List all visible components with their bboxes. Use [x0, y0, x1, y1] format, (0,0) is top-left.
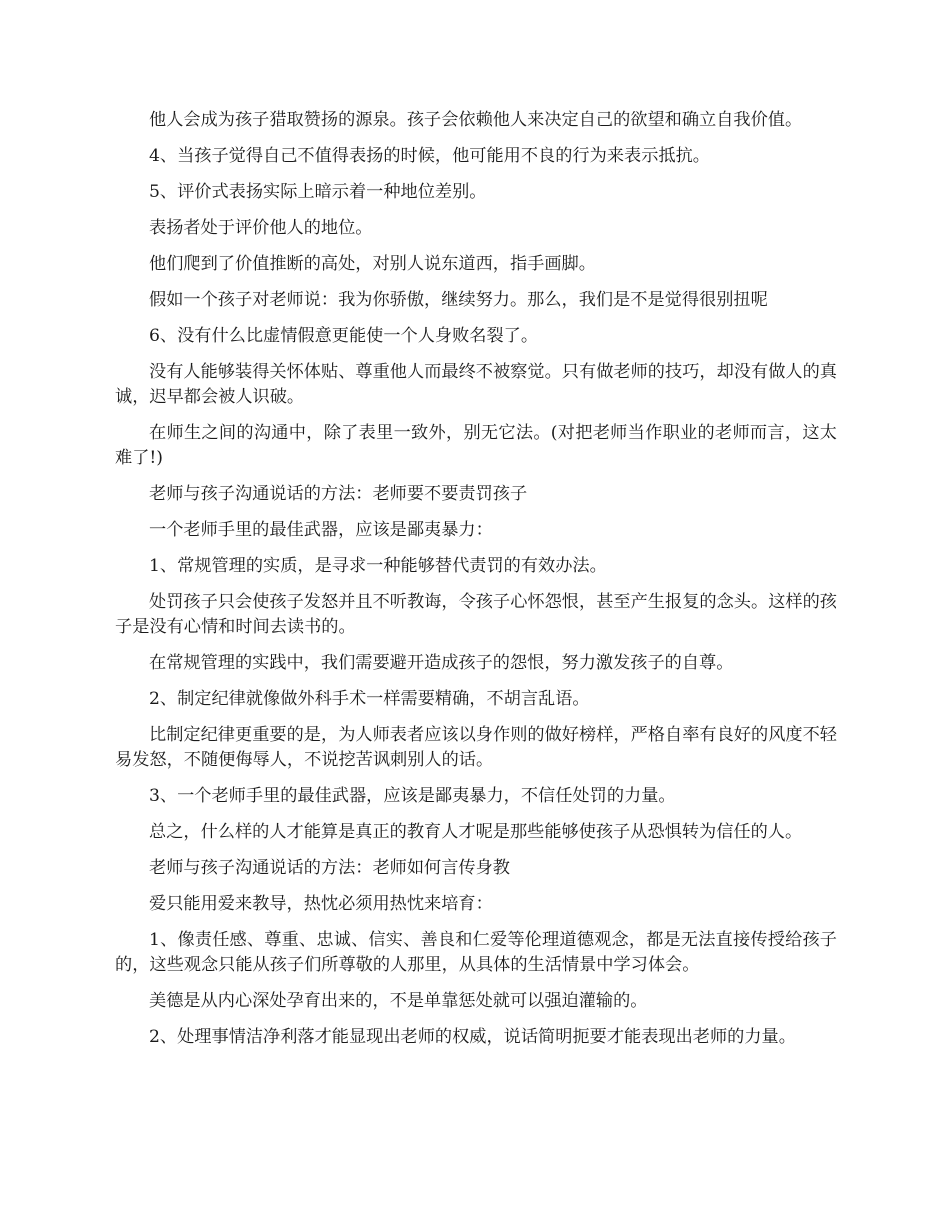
- paragraph: 在常规管理的实践中，我们需要避开造成孩子的怨恨，努力激发孩子的自尊。: [149, 653, 734, 673]
- paragraph: 比制定纪律更重要的是，为人师表者应该以身作则的做好榜样，严格自率有良好的风度不轻易发怒，不随便侮辱人，不说挖苦讽刺别人的话。: [115, 725, 837, 770]
- section-heading: 老师与孩子沟通说话的方法：老师要不要责罚孩子: [149, 484, 528, 504]
- document-body: [115, 108, 837, 1061]
- paragraph: 一个老师手里的最佳武器，应该是鄙夷暴力：: [149, 520, 493, 540]
- paragraph: 1、像责任感、尊重、忠诚、信实、善良和仁爱等伦理道德观念，都是无法直接传授给孩子的，这些观念只能从孩子们所尊敬的人那里，从具体的生活情景中学习体会。: [115, 930, 837, 975]
- paragraph: 表扬者处于评价他人的地位。: [149, 218, 373, 238]
- paragraph: 爱只能用爱来教导，热忱必须用热忱来培育：: [149, 894, 493, 914]
- paragraph: 总之，什么样的人才能算是真正的教育人才呢是那些能够使孩子从恐惧转为信任的人。: [149, 822, 803, 842]
- paragraph: 2、制定纪律就像做外科手术一样需要精确，不胡言乱语。: [149, 689, 590, 709]
- paragraph: 4、当孩子觉得自己不值得表扬的时候，他可能用不良的行为来表示抵抗。: [149, 146, 710, 166]
- paragraph: 假如一个孩子对老师说：我为你骄傲，继续努力。那么，我们是不是觉得很别扭呢: [149, 290, 768, 310]
- paragraph: 在师生之间的沟通中，除了表里一致外，别无它法。(对把老师当作职业的老师而言，这太难了!): [115, 423, 837, 468]
- section-heading: 老师与孩子沟通说话的方法：老师如何言传身教: [149, 858, 510, 878]
- paragraph: 没有人能够装得关怀体贴、尊重他人而最终不被察觉。只有做老师的技巧，却没有做人的真诚，迟早都会被人识破。: [115, 362, 837, 407]
- paragraph: 6、没有什么比虚情假意更能使一个人身败名裂了。: [149, 326, 539, 346]
- paragraph: 3、一个老师手里的最佳武器，应该是鄙夷暴力，不信任处罚的力量。: [149, 786, 676, 806]
- paragraph: 5、评价式表扬实际上暗示着一种地位差别。: [149, 182, 487, 202]
- paragraph: 2、处理事情洁净利落才能显现出老师的权威，说话简明扼要才能表现出老师的力量。: [149, 1027, 796, 1047]
- paragraph: 1、常规管理的实质，是寻求一种能够替代责罚的有效办法。: [149, 556, 607, 576]
- paragraph: 美德是从内心深处孕育出来的，不是单靠惩处就可以强迫灌输的。: [149, 991, 648, 1011]
- paragraph: 处罚孩子只会使孩子发怒并且不听教诲，令孩子心怀怨恨，甚至产生报复的念头。这样的孩子是没有心情和时间去读书的。: [115, 592, 837, 637]
- paragraph: 他人会成为孩子猎取赞扬的源泉。孩子会依赖他人来决定自己的欲望和确立自我价值。: [149, 110, 803, 130]
- paragraph: 他们爬到了价值推断的高处，对别人说东道西，指手画脚。: [149, 254, 596, 274]
